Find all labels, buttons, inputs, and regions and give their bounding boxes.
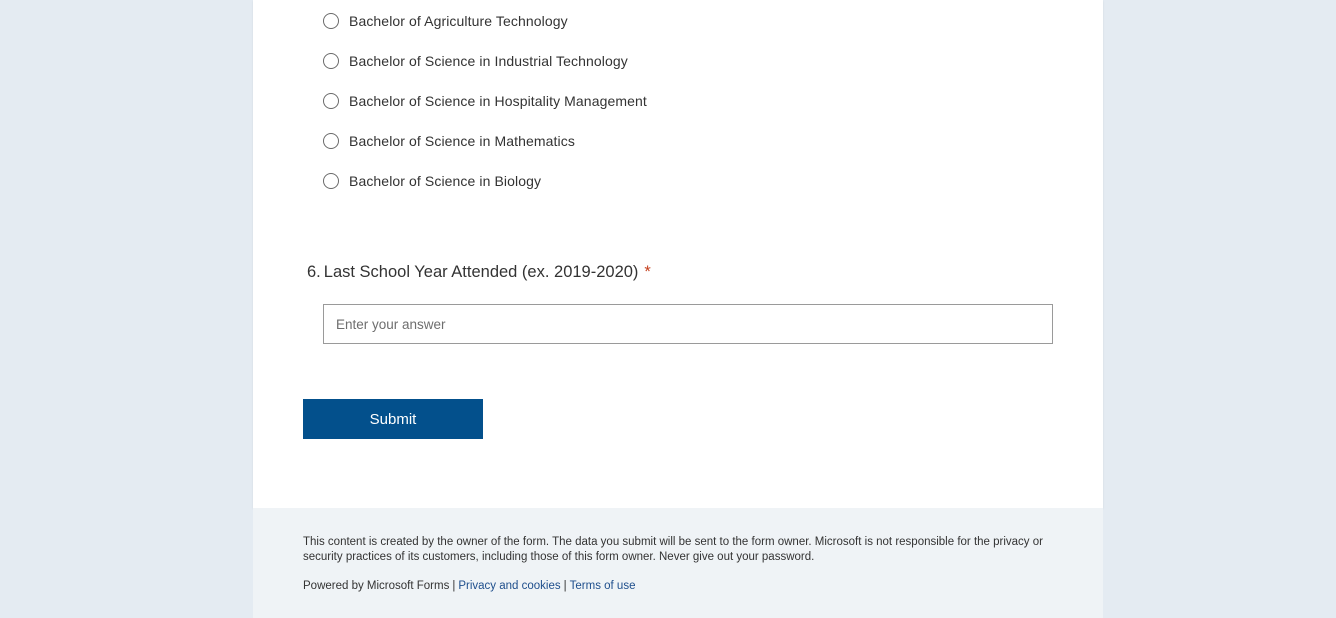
option-hospitality-management[interactable]	[323, 91, 647, 111]
powered-by-text: Powered by Microsoft Forms	[303, 580, 450, 592]
degree-options	[323, 11, 647, 211]
option-biology[interactable]	[323, 171, 647, 191]
option-label: Bachelor of Science in Biology	[349, 173, 542, 189]
option-label: Bachelor of Science in Mathematics	[349, 133, 575, 149]
radio-button[interactable]	[323, 93, 339, 109]
school-year-input[interactable]	[323, 304, 1053, 344]
radio-button[interactable]	[323, 133, 339, 149]
option-label: Bachelor of Agriculture Technology	[349, 13, 568, 29]
required-marker: *	[644, 263, 651, 281]
privacy-cookies-link[interactable]: Privacy and cookies	[458, 580, 561, 592]
option-label: Bachelor of Science in Industrial Technology	[349, 53, 628, 69]
footer	[253, 508, 1103, 618]
option-mathematics[interactable]	[323, 131, 647, 151]
powered-by-line	[303, 580, 635, 592]
option-label: Bachelor of Science in Hospitality Management	[349, 93, 647, 109]
separator: |	[452, 580, 456, 592]
separator: |	[563, 580, 567, 592]
option-industrial-technology[interactable]	[323, 51, 647, 71]
terms-of-use-link[interactable]: Terms of use	[569, 580, 636, 592]
option-agriculture-technology[interactable]	[323, 11, 647, 31]
radio-button[interactable]	[323, 53, 339, 69]
question-title	[307, 263, 651, 282]
disclaimer-text: This content is created by the owner of the form. The data you submit will be sent to the form owner. Microsoft is not responsible for the privacy or security practices of its customers, including those of this form owner. Never give out your password.	[303, 536, 1043, 563]
question-text: Last School Year Attended (ex. 2019-2020)	[323, 263, 639, 281]
radio-button[interactable]	[323, 173, 339, 189]
radio-button[interactable]	[323, 13, 339, 29]
form-card	[253, 0, 1103, 508]
question-number: 6.	[307, 263, 321, 281]
submit-button[interactable]: Submit	[303, 399, 483, 439]
